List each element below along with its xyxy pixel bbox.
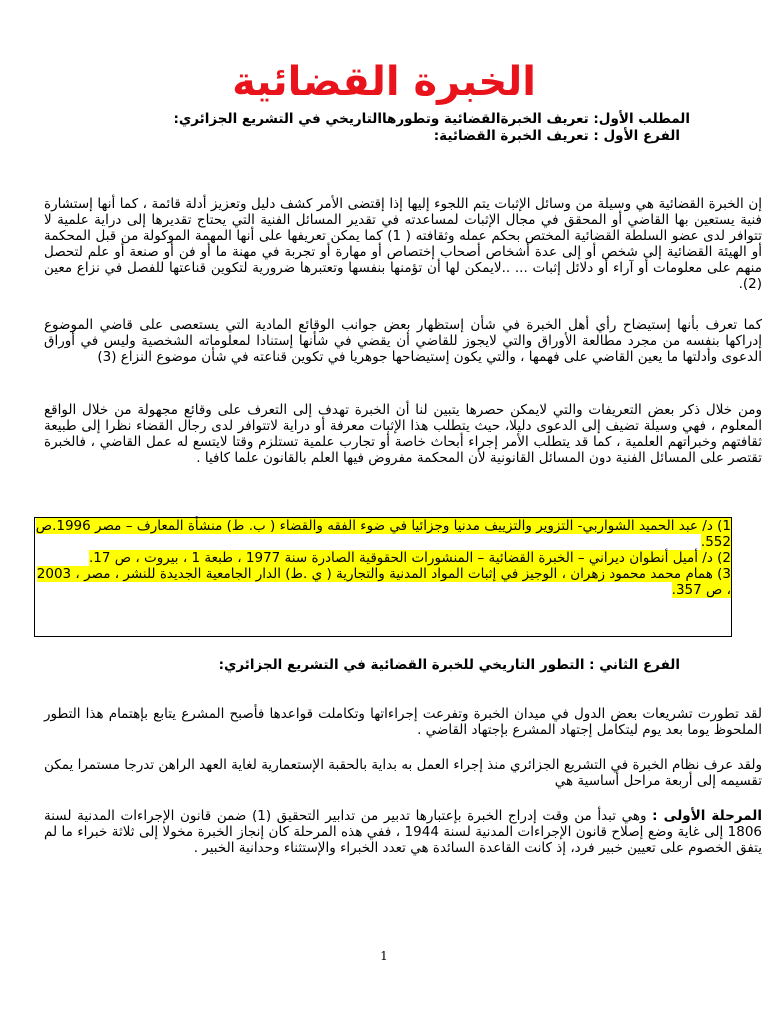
paragraph-phase-1: [44, 808, 762, 856]
phase-1-lead: المرحلة الأولى :: [652, 808, 762, 824]
references-box: [34, 517, 732, 637]
branch-2-heading: الفرع الثاني : التطور التاريخي للخبرة القضائية في التشريع الجزائري:: [218, 657, 680, 673]
paragraph-evolution: لقد تطورت تشريعات بعض الدول في ميدان الخبرة وتفرعت إجراءاتها وتكاملت قواعدها فأصبح المشرع يتابع بإهتمام هذا التطور الملحوظ يوما بعد يوم ليتكامل إجتهاد المشرع بإجتهاد القاضي .: [44, 706, 762, 738]
reference-item: [35, 566, 731, 598]
reference-text: 1) د/ عبد الحميد الشواربي- التزوير والتزييف مدنيا وجزائيا في ضوء الفقه والقضاء ( ب. ط) منشأة المعارف – مصر 1996.ص 552.: [35, 518, 731, 550]
paragraph-stages: ولقد عرف نظام الخبرة في التشريع الجزائري منذ إجراء العمل به بداية بالحقبة الإستعمارية لغاية العهد الراهن تدرجا مستمرا يمكن تقسيمه إلى أربعة مراحل أساسية هي: [44, 757, 762, 789]
document-title: الخبرة القضائية: [232, 59, 536, 105]
paragraph-purpose: ومن خلال ذكر بعض التعريفات والتي لايمكن حصرها يتبين لنا أن الخبرة تهدف إلى التعرف على وقائع مجهولة من خلال الواقع المعلوم ، فهي وسيلة تضيف إلى الدعوى دليلا، حيث يتطلب هذا الإثبات معرفة أو دراية لاتتوافر لدى رجال القضاء نظرا إلى طبيعة ثقافتهم وخبراتهم العلمية ، كما قد يتطلب الأمر إجراء أبحاث خاصة أو تجارب علمية تستلزم وقتا لايتسع له عمل القاضي ، فالخبرة تقتصر على المسائل الفنية دون المسائل القانونية لأن المحكمة مفروض فيها العلم بالقانون علما كافيا .: [44, 402, 762, 466]
phase-1-text: وهي تبدأ من وقت إدراج الخبرة بإعتبارها تدبير من تدابير التحقيق (1) ضمن قانون الإجراءات المدنية لسنة 1806 إلى غاية وضع إصلاح قانون الإجراءات المدنية لسنة 1944 ، ففي هذه المرحلة كان إنجاز الخبرة مخولا إلى ثلاثة خبراء ما لم يتفق الخصوم على تعيين خبير فرد، إذ كانت القاعدة السائدة هي تعدد الخبراء والإستثناء وحدانية الخبير .: [44, 808, 762, 856]
page-number: 1: [380, 949, 388, 963]
reference-item: [35, 550, 731, 566]
paragraph-definition: إن الخبرة القضائية هي وسيلة من وسائل الإثبات يتم اللجوء إليها إذا إقتضى الأمر كشف دليل وتعزيز أدلة قائمة ، كما أنها إستشارة فنية يستعين بها القاضي أو المحقق في مجال الإثبات لمساعدته في تقدير المسائل الفنية التي يحتاج تقديرها إلى دراية علمية لا تتوافر لدى عضو السلطة القضائية المختص بحكم عمله وثقافته ( 1) كما يمكن تعريفها على أنها المهمة الموكولة من قبل المحكمة أو الهيئة القضائية إلى شخص أو إلى عدة أشخاص أصحاب إختصاص أو مهارة أو تجربة في مهنة ما أو فن أو صنعة أو علم لتحصل منهم على معلومات أو آراء أو دلائل إثبات ... ..لايمكن لها أن تؤمنها بنفسها وتعتبرها ضرورية لتكوين قناعتها للفصل في نزاع معين (2).: [44, 196, 762, 292]
reference-text: 3) همام محمد محمود زهران ، الوجيز في إثبات المواد المدنية والتجارية ( ي .ط) الدار الجامعية الجديدة للنشر ، مصر ، 2003 ، ص 357.: [36, 566, 731, 598]
paragraph-clarification: كما تعرف بأنها إستيضاح رأي أهل الخبرة في شأن إستظهار بعض جوانب الوقائع المادية التي يستعصى على قاضي الموضوع إدراكها بنفسه من مجرد مطالعة الأوراق والتي لايجوز للقاضي أن يقضي في شأنها إستنادا لمعلوماته الشخصية وليس في أوراق الدعوى وأدلتها ما يعين القاضي على فهمها ، والتي يكون إستيضاحها جوهريا في تكوين قناعته في شأن موضوع النزاع (3): [44, 317, 762, 365]
reference-item: [35, 518, 731, 550]
reference-text: 2) د/ أميل أنطوان ديراني – الخبرة القضائية – المنشورات الحقوقية الصادرة سنة 1977 ، طبعة 1 ، بيروت ، ص 17.: [89, 550, 731, 566]
section-heading: المطلب الأول: تعريف الخبرةالقضائية وتطورهاالتاريخي في التشريع الجزائري:: [173, 111, 690, 127]
branch-1-heading: الفرع الأول : تعريف الخبرة القضائية:: [433, 128, 680, 144]
